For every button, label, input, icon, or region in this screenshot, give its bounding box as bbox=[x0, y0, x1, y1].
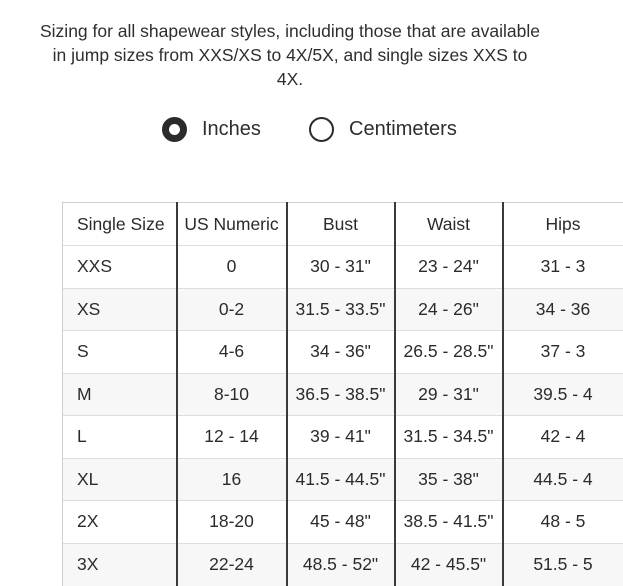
cell-size: XL bbox=[63, 458, 177, 501]
cell-waist: 29 - 31" bbox=[395, 373, 503, 416]
header-hips: Hips bbox=[503, 203, 623, 246]
unit-label-centimeters: Centimeters bbox=[349, 117, 457, 140]
cell-waist: 23 - 24" bbox=[395, 246, 503, 289]
cell-size: 2X bbox=[63, 501, 177, 544]
cell-waist: 31.5 - 34.5" bbox=[395, 416, 503, 459]
cell-size: 3X bbox=[63, 543, 177, 586]
cell-hips: 51.5 - 5 bbox=[503, 543, 623, 586]
cell-bust: 31.5 - 33.5" bbox=[287, 288, 395, 331]
cell-bust: 41.5 - 44.5" bbox=[287, 458, 395, 501]
cell-us-numeric: 0-2 bbox=[177, 288, 287, 331]
table-row bbox=[63, 416, 623, 459]
cell-us-numeric: 0 bbox=[177, 246, 287, 289]
cell-waist: 35 - 38" bbox=[395, 458, 503, 501]
cell-size: XS bbox=[63, 288, 177, 331]
unit-option-centimeters[interactable] bbox=[309, 113, 457, 145]
header-us-numeric: US Numeric bbox=[177, 203, 287, 246]
unit-toggle bbox=[0, 113, 580, 145]
cell-bust: 34 - 36" bbox=[287, 331, 395, 374]
table-row bbox=[63, 288, 623, 331]
cell-us-numeric: 22-24 bbox=[177, 543, 287, 586]
size-table-scroll[interactable] bbox=[62, 202, 593, 580]
cell-us-numeric: 12 - 14 bbox=[177, 416, 287, 459]
cell-waist: 26.5 - 28.5" bbox=[395, 331, 503, 374]
cell-bust: 36.5 - 38.5" bbox=[287, 373, 395, 416]
cell-hips: 44.5 - 4 bbox=[503, 458, 623, 501]
cell-size: L bbox=[63, 416, 177, 459]
radio-unselected-icon[interactable] bbox=[309, 117, 334, 142]
cell-bust: 48.5 - 52" bbox=[287, 543, 395, 586]
header-single-size: Single Size bbox=[63, 203, 177, 246]
unit-option-inches[interactable] bbox=[162, 113, 261, 145]
cell-bust: 30 - 31" bbox=[287, 246, 395, 289]
table-row bbox=[63, 373, 623, 416]
table-header-row bbox=[63, 203, 623, 246]
unit-label-inches: Inches bbox=[202, 117, 261, 140]
cell-size: S bbox=[63, 331, 177, 374]
cell-us-numeric: 18-20 bbox=[177, 501, 287, 544]
cell-bust: 45 - 48" bbox=[287, 501, 395, 544]
table-row bbox=[63, 331, 623, 374]
cell-hips: 48 - 5 bbox=[503, 501, 623, 544]
header-waist: Waist bbox=[395, 203, 503, 246]
table-row bbox=[63, 543, 623, 586]
cell-us-numeric: 16 bbox=[177, 458, 287, 501]
cell-hips: 42 - 4 bbox=[503, 416, 623, 459]
cell-hips: 31 - 3 bbox=[503, 246, 623, 289]
header-bust: Bust bbox=[287, 203, 395, 246]
cell-us-numeric: 8-10 bbox=[177, 373, 287, 416]
table-row bbox=[63, 458, 623, 501]
cell-us-numeric: 4-6 bbox=[177, 331, 287, 374]
cell-hips: 37 - 3 bbox=[503, 331, 623, 374]
cell-size: XXS bbox=[63, 246, 177, 289]
size-table bbox=[62, 202, 623, 586]
table-row bbox=[63, 246, 623, 289]
cell-bust: 39 - 41" bbox=[287, 416, 395, 459]
radio-selected-icon[interactable] bbox=[162, 117, 187, 142]
cell-hips: 39.5 - 4 bbox=[503, 373, 623, 416]
cell-waist: 38.5 - 41.5" bbox=[395, 501, 503, 544]
cell-waist: 24 - 26" bbox=[395, 288, 503, 331]
table-row bbox=[63, 501, 623, 544]
cell-size: M bbox=[63, 373, 177, 416]
cell-waist: 42 - 45.5" bbox=[395, 543, 503, 586]
cell-hips: 34 - 36 bbox=[503, 288, 623, 331]
sizing-description: Sizing for all shapewear styles, including those that are available in jump sizes from XXS/XS to 4X/5X, and single sizes XXS to 4X. bbox=[40, 21, 541, 89]
